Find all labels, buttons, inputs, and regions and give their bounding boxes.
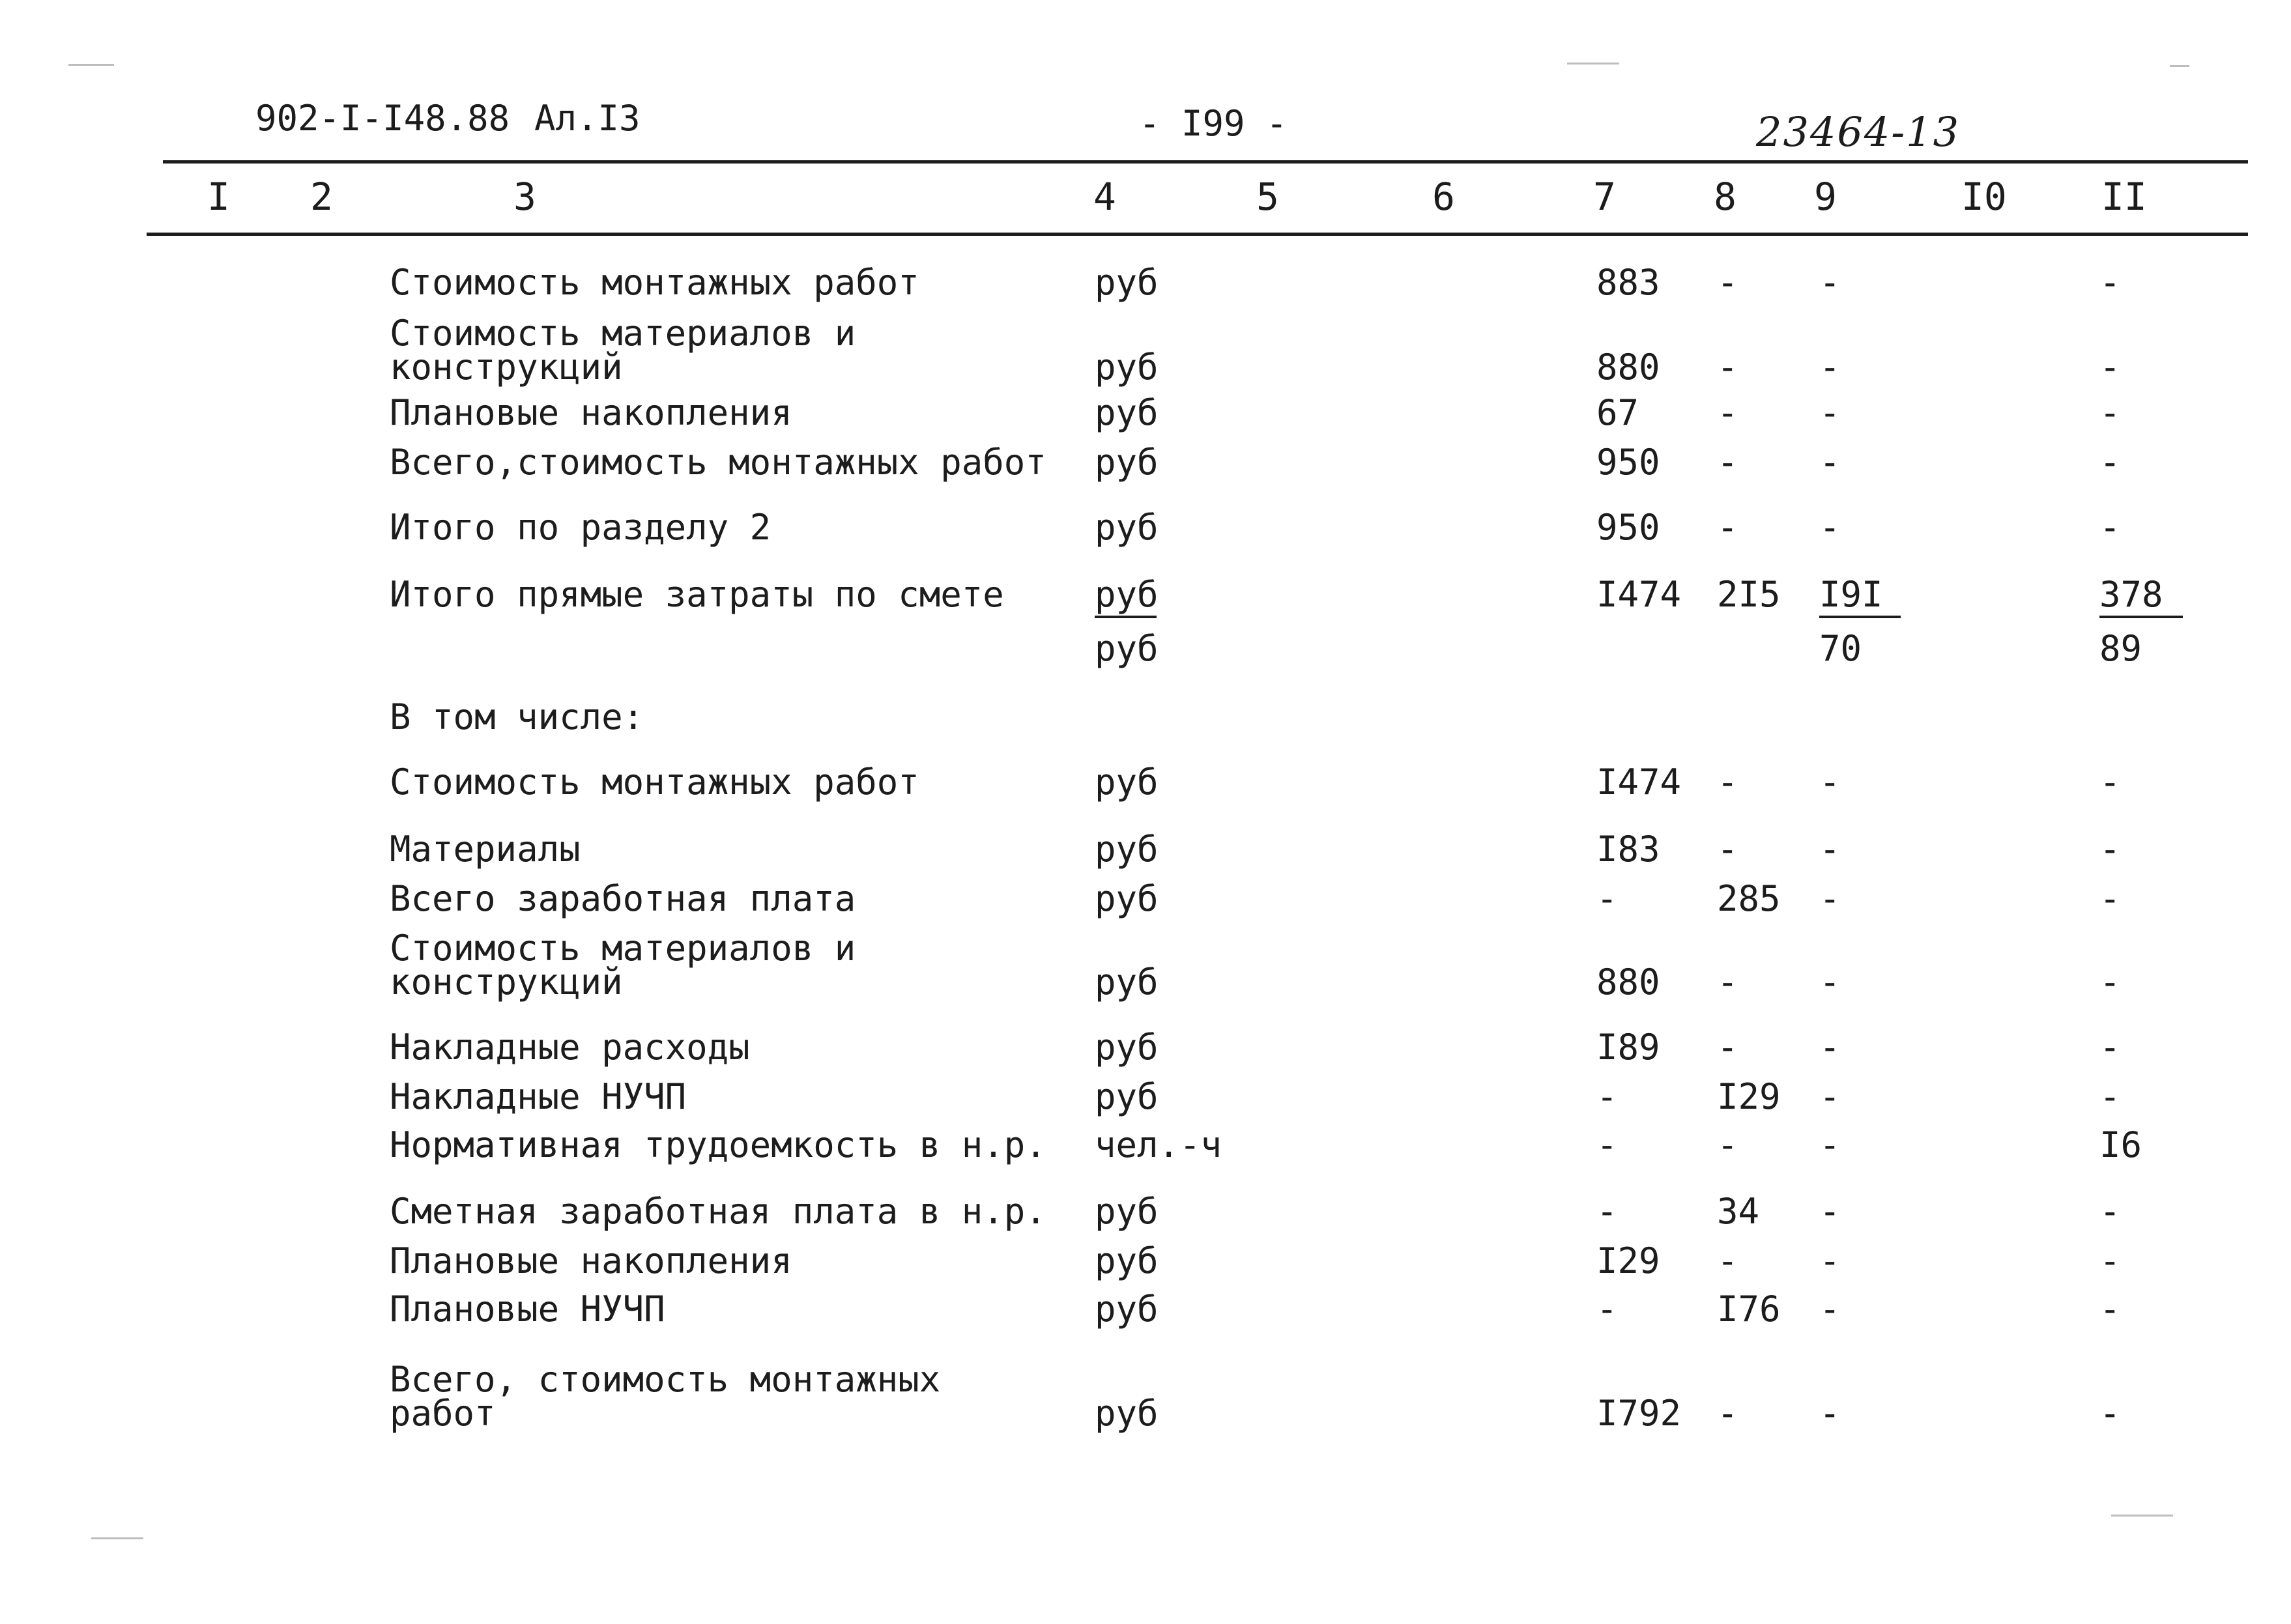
unit-cell: руб [1095,1289,1159,1330]
scan-speck [2111,1515,2173,1517]
value-cell-9: - [1819,1289,1841,1330]
row-label: Накладные НУЧП [390,1076,687,1117]
row-label: В том числе: [390,696,644,737]
row-label: Стоимость материалов и [390,313,856,354]
page-number: - I99 - [1139,103,1288,144]
value-cell-7: 880 [1596,347,1660,388]
document-code: 902-I-I48.88 [255,98,510,139]
column-number: 2 [310,175,333,219]
row-label: Накладные расходы [390,1027,750,1068]
value-cell-8: 34 [1717,1191,1760,1232]
row-label: Сметная заработная плата в н.р. [390,1191,1046,1232]
value-cell-7: I474 [1596,574,1682,615]
value-cell-8: - [1717,392,1738,433]
value-cell-11: - [2099,1027,2121,1068]
value-cell-8: - [1717,1124,1738,1165]
column-number: II [2101,175,2147,219]
column-number: I0 [1961,175,2007,219]
column-number: 5 [1256,175,1279,219]
value-cell-7: - [1596,1289,1618,1330]
value-cell-8: - [1717,829,1738,870]
value-cell-11: 89 [2099,628,2142,669]
value-cell-8: - [1717,1393,1738,1434]
column-number: 6 [1432,175,1455,219]
row-label: Плановые НУЧП [390,1289,665,1330]
row-label: Плановые накопления [390,392,792,433]
value-cell-11: - [2099,829,2121,870]
value-cell-7: 883 [1596,262,1660,303]
value-cell-9: I9I [1819,574,1883,615]
unit-cell: руб [1095,347,1159,388]
value-cell-11: - [2099,262,2121,303]
row-label: Нормативная трудоемкость в н.р. [390,1124,1046,1165]
row-label: Стоимость материалов и [390,928,856,969]
unit-cell: руб [1095,878,1159,919]
value-cell-9: - [1819,1240,1841,1281]
value-cell-9: - [1819,507,1841,548]
value-cell-11: I6 [2099,1124,2142,1165]
value-cell-11: - [2099,392,2121,433]
value-cell-8: - [1717,442,1738,483]
unit-cell: руб [1095,762,1159,803]
value-cell-11: 378 [2099,574,2163,615]
unit-cell: руб [1095,574,1159,615]
header-bottom-rule [147,233,2248,236]
header-top-rule [163,160,2248,164]
unit-cell: руб [1095,1027,1159,1068]
value-cell-7: - [1596,878,1618,919]
unit-cell: руб [1095,1076,1159,1117]
value-cell-8: - [1717,1027,1738,1068]
value-cell-7: I89 [1596,1027,1660,1068]
value-cell-7: 950 [1596,442,1660,483]
row-label: Итого прямые затраты по смете [390,574,1004,615]
value-cell-7: 950 [1596,507,1660,548]
value-cell-11: - [2099,1191,2121,1232]
unit-cell: руб [1095,262,1159,303]
value-cell-9: - [1819,962,1841,1003]
value-cell-7: - [1596,1124,1618,1165]
value-cell-8: I29 [1717,1076,1781,1117]
value-cell-7: 67 [1596,392,1639,433]
value-cell-11: - [2099,1240,2121,1281]
row-label: Материалы [390,829,581,870]
row-label: Плановые накопления [390,1240,792,1281]
value-cell-11: - [2099,442,2121,483]
value-cell-9: - [1819,878,1841,919]
column-number: 4 [1093,175,1116,219]
column-number: 8 [1714,175,1736,219]
value-cell-8: - [1717,962,1738,1003]
column-number: I [207,175,230,219]
value-cell-8: 285 [1717,878,1781,919]
unit-cell: чел.-ч [1095,1124,1222,1165]
value-cell-7: I474 [1596,762,1682,803]
fraction-underline [1095,616,1157,618]
value-cell-11: - [2099,962,2121,1003]
unit-cell: руб [1095,442,1159,483]
unit-cell: руб [1095,1393,1159,1434]
value-cell-8: - [1717,262,1738,303]
value-cell-11: - [2099,507,2121,548]
scan-speck [1567,63,1619,64]
value-cell-9: - [1819,1393,1841,1434]
value-cell-9: - [1819,1076,1841,1117]
value-cell-8: - [1717,1240,1738,1281]
value-cell-9: - [1819,829,1841,870]
value-cell-7: 880 [1596,962,1660,1003]
value-cell-11: - [2099,347,2121,388]
value-cell-9: - [1819,392,1841,433]
row-label: Всего заработная плата [390,878,856,919]
value-cell-11: - [2099,1289,2121,1330]
unit-cell: руб [1095,628,1159,669]
scan-speck [2170,65,2189,67]
unit-cell: руб [1095,392,1159,433]
value-cell-9: - [1819,347,1841,388]
value-cell-7: - [1596,1191,1618,1232]
value-cell-9: - [1819,442,1841,483]
value-cell-7: I83 [1596,829,1660,870]
inventory-number: 23464-13 [1756,108,1961,156]
row-label: Всего, стоимость монтажных [390,1359,941,1400]
value-cell-7: - [1596,1076,1618,1117]
value-cell-9: - [1819,262,1841,303]
value-cell-9: - [1819,1191,1841,1232]
row-label: конструкций [390,347,623,388]
row-label: работ [390,1393,496,1434]
value-cell-9: - [1819,1124,1841,1165]
column-number: 7 [1593,175,1616,219]
sheet-number: Ал.I3 [534,98,641,139]
value-cell-9: 70 [1819,628,1862,669]
row-label: конструкций [390,962,623,1003]
value-cell-9: - [1819,1027,1841,1068]
row-label: Стоимость монтажных работ [390,262,919,303]
unit-cell: руб [1095,829,1159,870]
value-cell-8: 2I5 [1717,574,1781,615]
fraction-underline [2099,616,2183,618]
row-label: Всего,стоимость монтажных работ [390,442,1046,483]
row-label: Итого по разделу 2 [390,507,771,548]
scan-speck [91,1537,143,1539]
unit-cell: руб [1095,962,1159,1003]
unit-cell: руб [1095,507,1159,548]
value-cell-8: - [1717,507,1738,548]
value-cell-8: I76 [1717,1289,1781,1330]
fraction-underline [1819,616,1901,618]
value-cell-8: - [1717,762,1738,803]
value-cell-11: - [2099,762,2121,803]
value-cell-7: I29 [1596,1240,1660,1281]
value-cell-11: - [2099,1393,2121,1434]
unit-cell: руб [1095,1240,1159,1281]
value-cell-11: - [2099,1076,2121,1117]
row-label: Стоимость монтажных работ [390,762,919,803]
column-number: 3 [513,175,536,219]
unit-cell: руб [1095,1191,1159,1232]
scan-speck [68,64,114,66]
value-cell-8: - [1717,347,1738,388]
value-cell-9: - [1819,762,1841,803]
value-cell-7: I792 [1596,1393,1682,1434]
value-cell-11: - [2099,878,2121,919]
column-number: 9 [1814,175,1837,219]
